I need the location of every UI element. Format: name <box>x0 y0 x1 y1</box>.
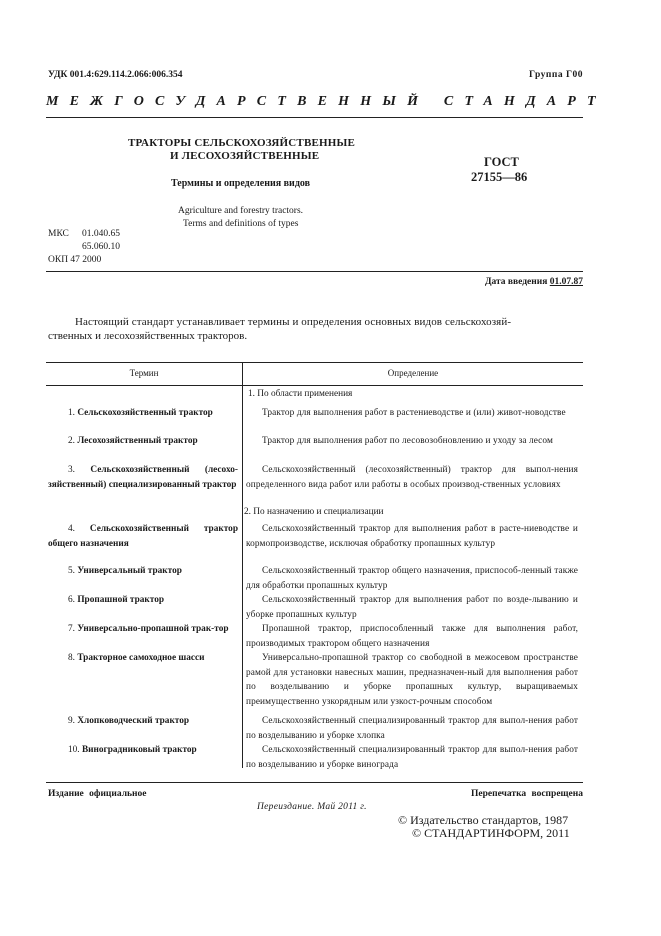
intro-line-1: Настоящий стандарт устанавливает термины и определения основных видов сельскохозяй- <box>75 316 512 328</box>
term-8: 8. Тракторное самоходное шасси <box>68 653 205 663</box>
date-value: 01.07.87 <box>549 277 583 287</box>
definition-6: Сельскохозяйственный трактор для выполнения работ по возде-лыванию и уборке пропашных культур <box>246 595 578 620</box>
term-9: 9. Хлопководческий трактор <box>68 716 190 726</box>
definition-4: Сельскохозяйственный трактор для выполнения работ в расте-ниеводстве и кормопроизводстве, исключая обработку пропашных культур <box>246 524 578 549</box>
intro-line-2: ственных и лесохозяйственных тракторов. <box>48 330 248 342</box>
table-top-border <box>46 362 583 363</box>
term-10: 10. Виноградниковый трактор <box>68 745 197 755</box>
reissue-note: Переиздание. Май 2011 г. <box>257 802 367 812</box>
definition-1: Трактор для выполнения работ в растениеводстве и (или) живот-новодстве <box>262 408 566 418</box>
footer-divider <box>46 782 583 783</box>
column-header-term: Термин <box>129 368 159 378</box>
gost-label: ГОСТ <box>484 155 519 169</box>
term-3: 3. Сельскохозяйственный (лесохо-зяйственный) специализированный трактор <box>48 465 238 490</box>
section-heading-1: 1. По области применения <box>248 389 353 399</box>
definition-2: Трактор для выполнения работ по лесовозобновлению и уходу за лесом <box>262 436 553 446</box>
mks-code-2: 65.060.10 <box>82 242 120 252</box>
term-1: 1. Сельскохозяйственный трактор <box>68 408 213 418</box>
header-bottom-border <box>46 385 583 386</box>
title-line-2: И ЛЕСОХОЗЯЙСТВЕННЫЕ <box>170 150 320 162</box>
definition-9: Сельскохозяйственный специализированный трактор для выпол-нения работ по возделыванию и уборке хлопка <box>246 716 578 741</box>
title-line-1: ТРАКТОРЫ СЕЛЬСКОХОЗЯЙСТВЕННЫЕ <box>128 137 356 149</box>
term-2: 2. Лесохозяйственный трактор <box>68 436 198 446</box>
definition-10: Сельскохозяйственный специализированный трактор для выпол-нения работ по возделыванию и уборке винограда <box>246 745 578 770</box>
mks-code-1: 01.040.65 <box>82 229 120 239</box>
group-code: Группа Г00 <box>529 70 583 80</box>
reprint-prohibited: Перепечатка воспрещена <box>470 789 583 799</box>
definition-8: Универсально-пропашной трактор со свободной в межосевом пространстве рамой для установки навесных машин, предназначен-ный для выполнения работ по возделыванию и уборке пропашных культур, выращиваемых преимущественно узкорядным или узкост-рочным способом <box>246 653 578 707</box>
term-7: 7. Универсально-пропашной трак-тор <box>68 624 229 634</box>
definition-3: Сельскохозяйственный (лесохозяйственный) трактор для выпол-нения определенного вида работ или работы в особых производ-ственных условиях <box>246 465 578 490</box>
column-header-definition: Определение <box>387 368 439 378</box>
official-edition: Издание официальное <box>48 789 147 799</box>
introduction-date <box>420 277 583 287</box>
section-heading-2: 2. По назначению и специализации <box>244 507 384 517</box>
term-5: 5. Универсальный трактор <box>68 566 182 576</box>
date-label: Дата введения <box>484 277 548 287</box>
interstate-standard-banner: МЕЖГОСУДАРСТВЕННЫЙ СТАНДАРТ <box>46 94 607 109</box>
term-4: 4. Сельскохозяйственный трактор общего назначения <box>48 524 239 549</box>
udk-code: УДК 001.4:629.114.2.066:006.354 <box>48 70 183 80</box>
definition-5: Сельскохозяйственный трактор общего назначения, приспособ-ленный также для обработки пропашных культур <box>246 566 578 591</box>
okp-code: ОКП 47 2000 <box>48 255 102 265</box>
subtitle: Термины и определения видов <box>171 178 311 189</box>
gost-number: 27155—86 <box>471 170 528 184</box>
mks-label: МКС <box>48 229 69 239</box>
column-divider <box>242 362 243 768</box>
codes-divider <box>46 271 583 272</box>
english-title-2: Terms and definitions of types <box>183 219 299 229</box>
term-6: 6. Пропашной трактор <box>68 595 165 605</box>
definition-7: Пропашной трактор, приспособленный также для выполнения работ, производимых трактором общего назначения <box>246 624 578 649</box>
copyright-1: © Издательство стандартов, 1987 <box>398 813 569 827</box>
english-title-1: Agriculture and forestry tractors. <box>178 206 304 216</box>
copyright-2: © СТАНДАРТИНФОРМ, 2011 <box>412 826 570 840</box>
top-divider <box>46 117 583 118</box>
